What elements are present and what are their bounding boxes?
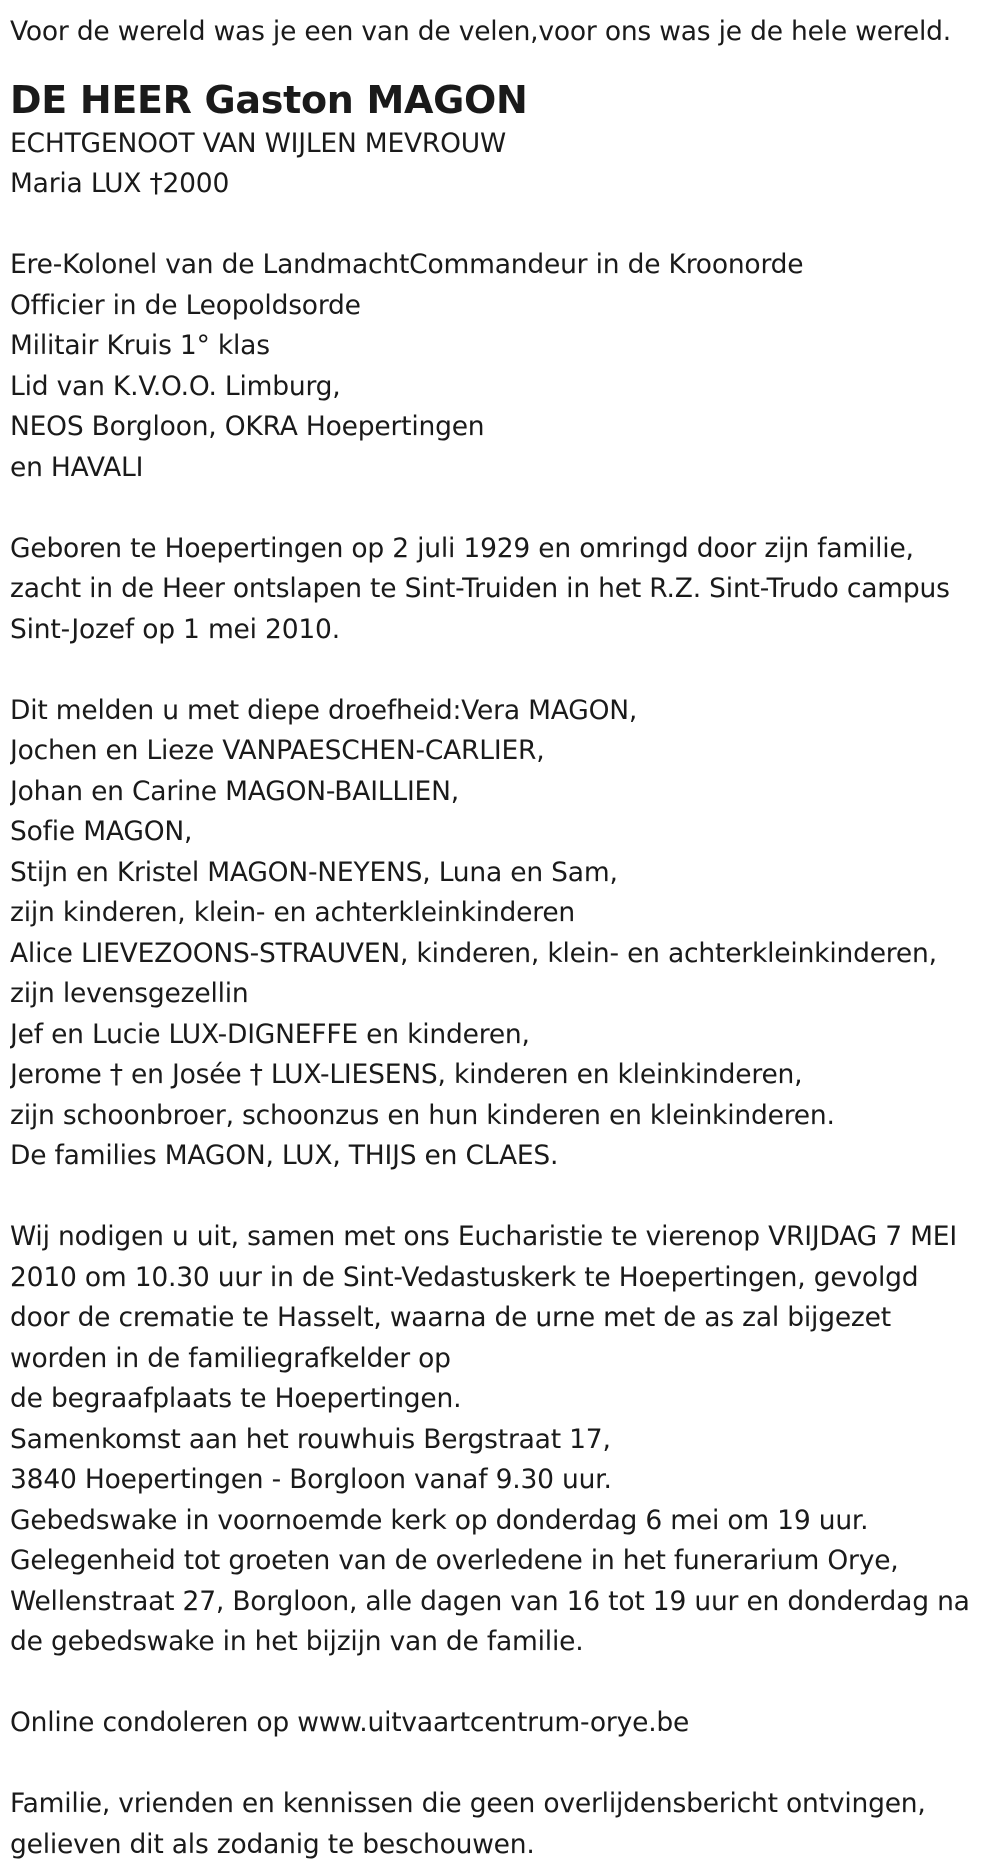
spacer [10, 1663, 990, 1704]
title-line: Lid van K.V.O.O. Limburg, [10, 370, 341, 402]
spacer [10, 488, 990, 529]
ceremony-line: Gebedswake in voornoemde kerk op donderdag 6 mei om 19 uur. [10, 1504, 869, 1536]
title-line: Militair Kruis 1° klas [10, 330, 270, 361]
family-line: Stijn en Kristel MAGON-NEYENS, Luna en Sam, [10, 856, 618, 888]
closing-line: Familie, vrienden en kennissen die geen overlijdensbericht ontvingen, [10, 1788, 926, 1819]
family-line: Dit melden u met diepe droefheid:Vera MAGON, [10, 694, 638, 726]
family-line: Sofie MAGON, [10, 816, 193, 847]
family-line: zijn levensgezellin [10, 978, 249, 1009]
ceremony-line: 2010 om 10.30 uur in de Sint-Vedastuskerk te Hoepertingen, gevolgd [10, 1261, 919, 1293]
family-line: Alice LIEVEZOONS-STRAUVEN, kinderen, klein- en achterkleinkinderen, [10, 937, 937, 969]
family-line: Jerome † en Josée † LUX-LIESENS, kinderen en kleinkinderen, [10, 1059, 803, 1090]
ceremony-line: Gelegenheid tot groeten van de overledene in het funerarium Orye, [10, 1545, 899, 1576]
ceremony-line: Wij nodigen u uit, samen met ons Eucharistie te vierenop VRIJDAG 7 MEI [10, 1221, 957, 1252]
spouse-line: ECHTGENOOT VAN WIJLEN MEVROUW [10, 127, 506, 159]
title-line: Ere-Kolonel van de LandmachtCommandeur in de Kroonorde [10, 249, 804, 280]
family-line: zijn kinderen, klein- en achterkleinkinderen [10, 897, 576, 928]
family-line: Jochen en Lieze VANPAESCHEN-CARLIER, [10, 735, 545, 766]
family-line: Jef en Lucie LUX-DIGNEFFE en kinderen, [10, 1018, 530, 1050]
birth-death-line: zacht in de Heer ontslapen te Sint-Truiden in het R.Z. Sint-Trudo campus [10, 573, 950, 604]
online-condolence-line: Online condoleren op www.uitvaartcentrum-orye.be [10, 1707, 690, 1738]
ceremony-line: Samenkomst aan het rouwhuis Bergstraat 17, [10, 1423, 611, 1455]
title-line: Officier in de Leopoldsorde [10, 289, 361, 321]
ceremony-line: Wellenstraat 27, Borgloon, alle dagen van 16 tot 19 uur en donderdag na [10, 1585, 970, 1617]
family-line: zijn schoonbroer, schoonzus en hun kinderen en kleinkinderen. [10, 1099, 835, 1131]
ceremony-line: door de crematie te Hasselt, waarna de urne met de as zal bijgezet [10, 1302, 891, 1333]
spouse-line: Maria LUX †2000 [10, 168, 230, 199]
ceremony-line: 3840 Hoepertingen - Borgloon vanaf 9.30 uur. [10, 1464, 612, 1495]
spacer [10, 1744, 990, 1785]
title-line: NEOS Borgloon, OKRA Hoepertingen [10, 411, 485, 442]
family-line: Johan en Carine MAGON-BAILLIEN, [10, 775, 459, 807]
family-line: De families MAGON, LUX, THIJS en CLAES. [10, 1140, 559, 1171]
spacer [10, 650, 990, 691]
ceremony-line: de begraafplaats te Hoepertingen. [10, 1383, 462, 1414]
birth-death-line: Geboren te Hoepertingen op 2 juli 1929 en omringd door zijn familie, [10, 532, 914, 564]
deceased-name: DE HEER Gaston MAGON [10, 77, 528, 122]
ceremony-line: de gebedswake in het bijzijn van de familie. [10, 1626, 584, 1657]
spacer [10, 205, 990, 246]
spacer [10, 1177, 990, 1218]
birth-death-line: Sint-Jozef op 1 mei 2010. [10, 613, 340, 645]
motto: Voor de wereld was je een van de velen,voor ons was je de hele wereld. [10, 16, 952, 47]
ceremony-line: worden in de familiegrafkelder op [10, 1342, 451, 1374]
title-line: en HAVALI [10, 451, 144, 483]
closing-line: gelieven dit als zodanig te beschouwen. [10, 1828, 535, 1860]
